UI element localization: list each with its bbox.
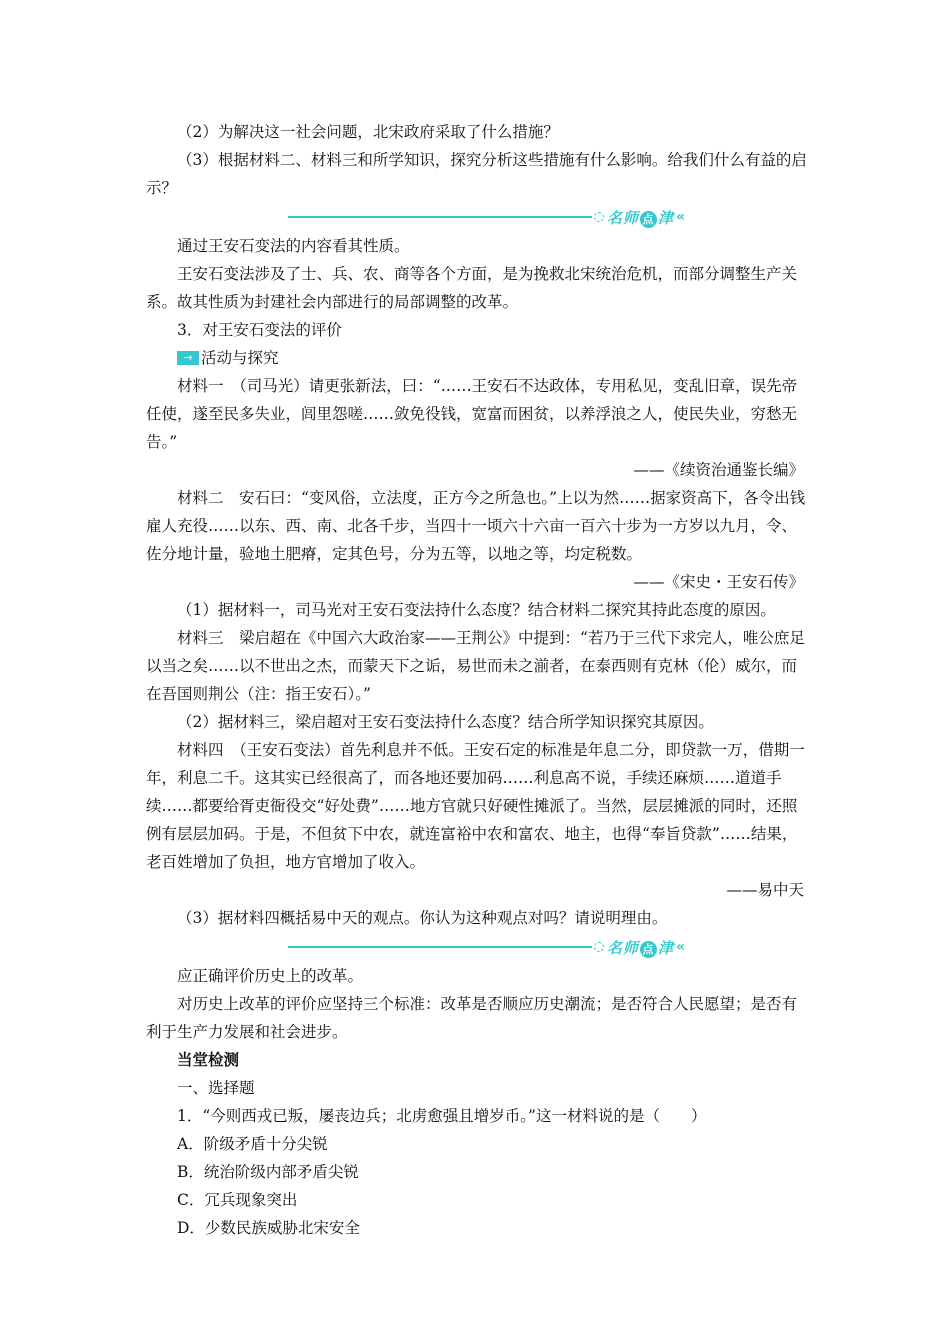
material-4: 材料四 （王安石变法）首先利息并不低。王安石定的标准是年息二分，即贷款一万，借期一年，利息二千。这其实已经很高了，而各地还要加码……利息高不说，手续还麻烦……道道手续……都要给胥吏衙役交“好处费”……地方官就只好硬性摊派了。当然，层层摊派的同时，还照例有层层加码。于是，不但贫下中农，就连富裕中农和富农、地主，也得“奉旨贷款”……结果，老百姓增加了负担，地方官增加了收入。 (146, 741, 805, 871)
content-body (146, 118, 808, 1242)
option-b: B．统治阶级内部矛盾尖锐 (177, 1163, 359, 1181)
tip-1-heading: 通过王安石变法的内容看其性质。 (177, 237, 410, 255)
dashed-circle-icon (594, 942, 604, 952)
test-section: 一、选择题 (177, 1079, 255, 1097)
tip-1-body: 王安石变法涉及了士、兵、农、商等各个方面，是为挽救北宋统治危机，而部分调整生产关系。故其性质为封建社会内部进行的局部调整的改革。 (146, 265, 798, 311)
test-question-1: 1．“今则西戎已叛，屡丧边兵；北虏愈强且增岁币。”这一材料说的是（ ） (177, 1107, 707, 1125)
test-title: 当堂检测 (177, 1050, 240, 1069)
tip-2-heading: 应正确评价历史上的改革。 (177, 967, 364, 985)
tip-badge (594, 205, 685, 229)
question-3b: （3）据材料四概括易中天的观点。你认为这种观点对吗？请说明理由。 (177, 909, 668, 927)
option-c: C．冗兵现象突出 (177, 1191, 298, 1209)
question-3: （3）根据材料二、材料三和所学知识，探究分析这些措施有什么影响。给我们什么有益的启示？ (146, 151, 807, 197)
double-chevron-icon: « (676, 209, 686, 225)
material-2: 材料二 安石曰：“变风俗，立法度，正方今之所急也。”上以为然……据家资高下，各令出钱雇人充役……以东、西、南、北各千步，当四十一顷六十六亩一百六十步为一方岁以九月，令、佐分地计量，验地土肥瘠，定其色号，分为五等，以地之等，均定税数。 (146, 489, 806, 563)
badge-text-2: 津 (658, 208, 675, 227)
tip-divider-1 (146, 202, 808, 232)
badge-text-1: 名师 (607, 938, 640, 957)
activity-label: 活动与探究 (201, 349, 279, 367)
tip-divider-2 (146, 932, 808, 962)
option-d: D．少数民族威胁北宋安全 (177, 1219, 360, 1237)
divider-line (288, 946, 592, 948)
double-chevron-icon: « (676, 939, 686, 955)
section-3-title: 3．对王安石变法的评价 (177, 321, 342, 339)
material-1: 材料一 （司马光）请更张新法，曰：“……王安石不达政体，专用私见，变乱旧章，误先帝任使，遂至民多失业，闾里怨嗟……敛免役钱，宽富而困贫，以养浮浪之人，使民失业，穷愁无告。” (146, 377, 798, 451)
tip-2-body: 对历史上改革的评价应坚持三个标准：改革是否顺应历史潮流；是否符合人民愿望；是否有利于生产力发展和社会进步。 (146, 995, 798, 1041)
tip-badge (594, 935, 685, 959)
question-1b: （1）据材料一，司马光对王安石变法持什么态度？结合材料二探究其持此态度的原因。 (177, 601, 776, 619)
material-4-source: ——易中天 (726, 881, 804, 899)
activity-heading (146, 344, 808, 372)
material-3: 材料三 梁启超在《中国六大政治家——王荆公》中提到：“若乃于三代下求完人，唯公庶足以当之矣……以不世出之杰，而蒙天下之诟，易世而未之湔者，在泰西则有克林（伦）威尔，而在吾国则荆公（注：指王安石）。” (146, 629, 805, 703)
question-2b: （2）据材料三，梁启超对王安石变法持什么态度？结合所学知识探究其原因。 (177, 713, 714, 731)
arrow-icon: → (177, 351, 199, 365)
badge-dot: 点 (640, 211, 657, 228)
divider-line (288, 216, 592, 218)
badge-text-1: 名师 (607, 208, 640, 227)
question-2: （2）为解决这一社会问题，北宋政府采取了什么措施？ (177, 123, 559, 141)
badge-dot: 点 (640, 941, 657, 958)
dashed-circle-icon (594, 212, 604, 222)
badge-text-2: 津 (658, 938, 675, 957)
option-a: A．阶级矛盾十分尖锐 (177, 1135, 328, 1153)
material-2-source: ——《宋史・王安石传》 (633, 573, 804, 591)
material-1-source: ——《续资治通鉴长编》 (633, 461, 804, 479)
